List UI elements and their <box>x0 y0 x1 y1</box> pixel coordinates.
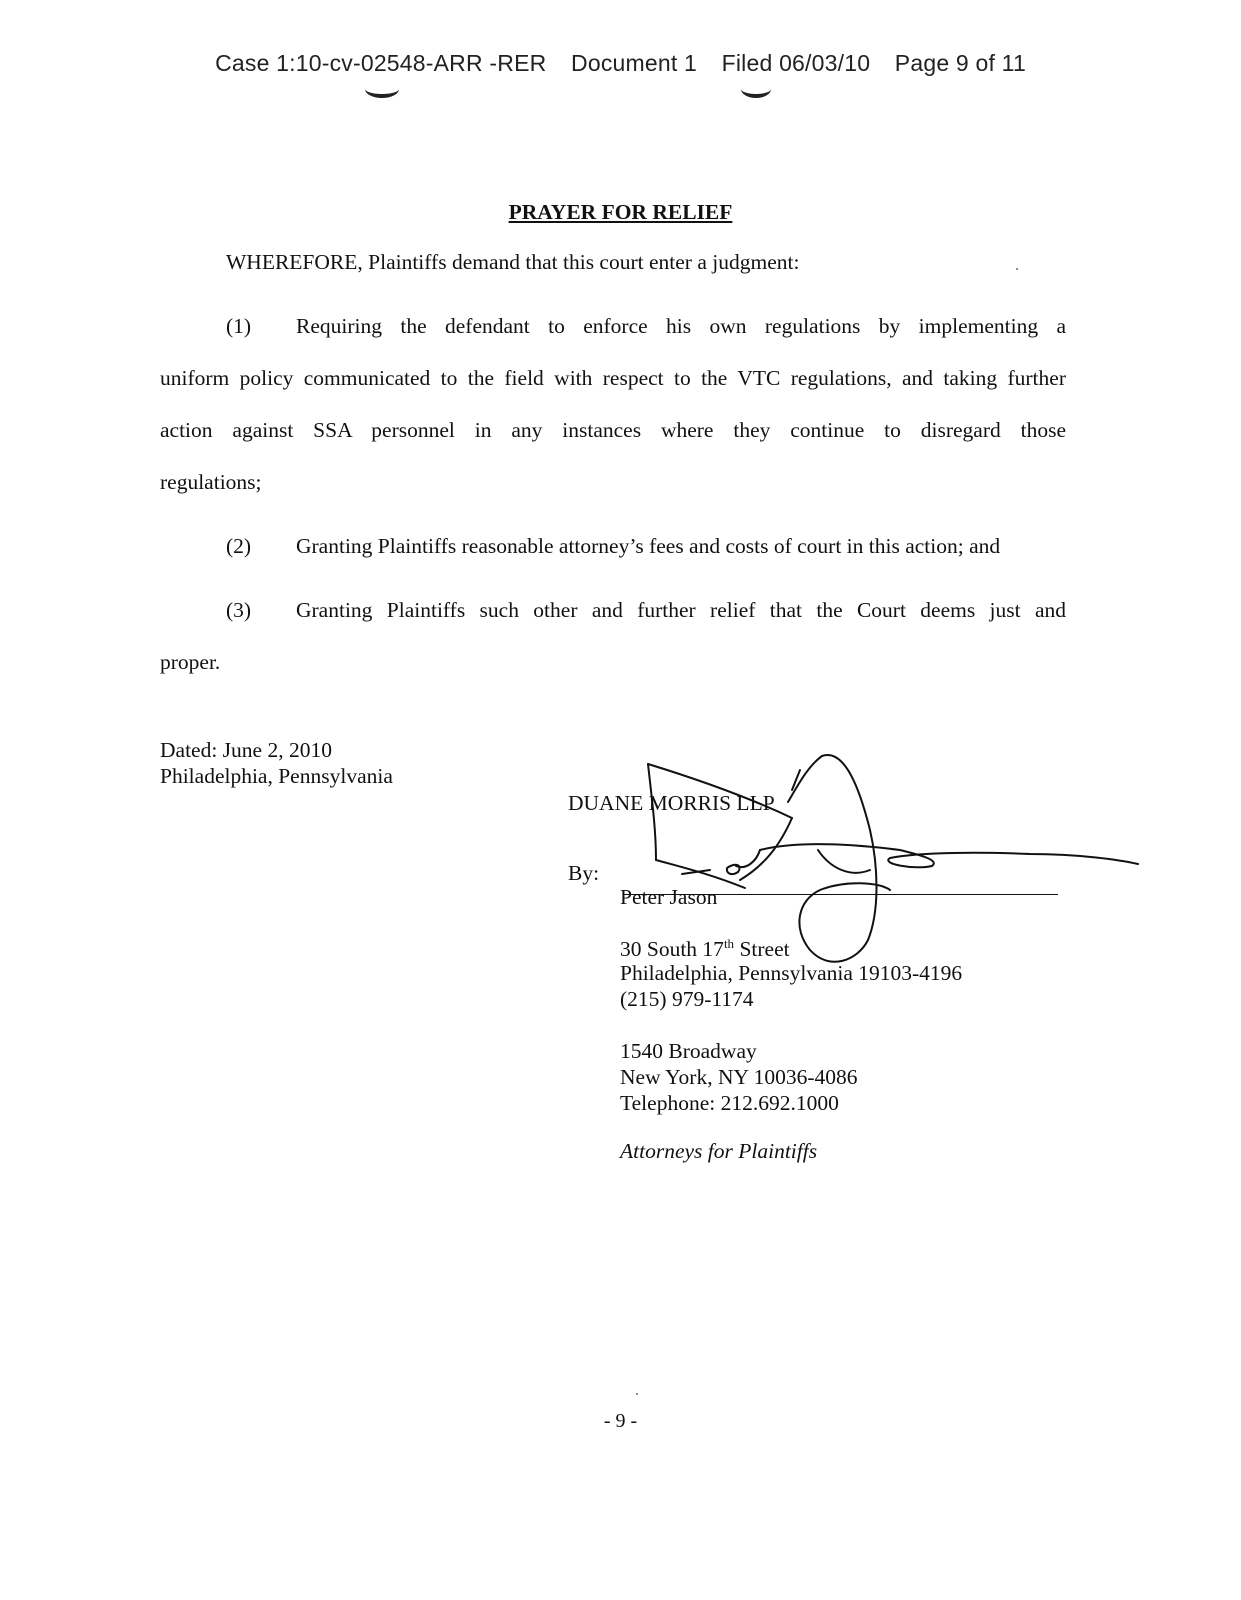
place-line: Philadelphia, Pennsylvania <box>160 764 393 788</box>
scan-mark <box>365 80 399 98</box>
street-number: 30 South 17 <box>620 937 724 962</box>
by-label: By: <box>568 861 600 885</box>
ny-phone: Telephone: 212.692.1000 <box>620 1091 839 1115</box>
item-text-line: proper. <box>160 650 221 674</box>
dated-line: Dated: June 2, 2010 <box>160 738 332 762</box>
address-phone: (215) 979-1174 <box>620 987 754 1011</box>
signer-name: Peter Jason <box>620 885 718 909</box>
page-number: - 9 - <box>603 1410 638 1432</box>
item-text-line: Requiring the defendant to enforce his own regulations by implementing a <box>296 314 1066 338</box>
case-number: Case 1:10-cv-02548-ARR -RER <box>215 50 547 76</box>
address-city: Philadelphia, Pennsylvania 19103-4196 <box>620 961 963 985</box>
street-name: Street <box>734 937 790 962</box>
scan-speck <box>636 1393 638 1395</box>
scan-mark <box>741 80 771 98</box>
case-header <box>0 50 1241 77</box>
ny-street: 1540 Broadway <box>620 1039 757 1063</box>
page-indicator: Page 9 of 11 <box>894 50 1026 76</box>
ordinal-suffix: th <box>723 936 735 951</box>
item-text-line: Granting Plaintiffs such other and further relief that the Court deems just and <box>296 598 1066 622</box>
section-title: PRAYER FOR RELIEF <box>508 200 733 224</box>
item-text-line: uniform policy communicated to the field with respect to the VTC regulations, and taking further <box>160 366 1066 390</box>
item-number: (2) <box>226 534 252 558</box>
ny-city: New York, NY 10036-4086 <box>620 1065 858 1089</box>
item-text-line: action against SSA personnel in any instances where they continue to disregard those <box>160 418 1066 442</box>
item-text-line: Granting Plaintiffs reasonable attorney’s fees and costs of court in this action; and <box>296 534 1001 558</box>
filed-date: Filed 06/03/10 <box>721 50 871 76</box>
attorney-role: Attorneys for Plaintiffs <box>620 1139 818 1163</box>
scan-speck <box>1016 268 1018 270</box>
document-label: Document 1 <box>571 50 698 76</box>
item-text-line: regulations; <box>160 470 262 494</box>
handwritten-signature <box>560 750 1160 1000</box>
firm-name: DUANE MORRIS LLP <box>568 791 775 815</box>
item-number: (3) <box>226 598 252 622</box>
item-number: (1) <box>226 314 252 338</box>
intro-paragraph: WHEREFORE, Plaintiffs demand that this court enter a judgment: <box>226 250 800 274</box>
